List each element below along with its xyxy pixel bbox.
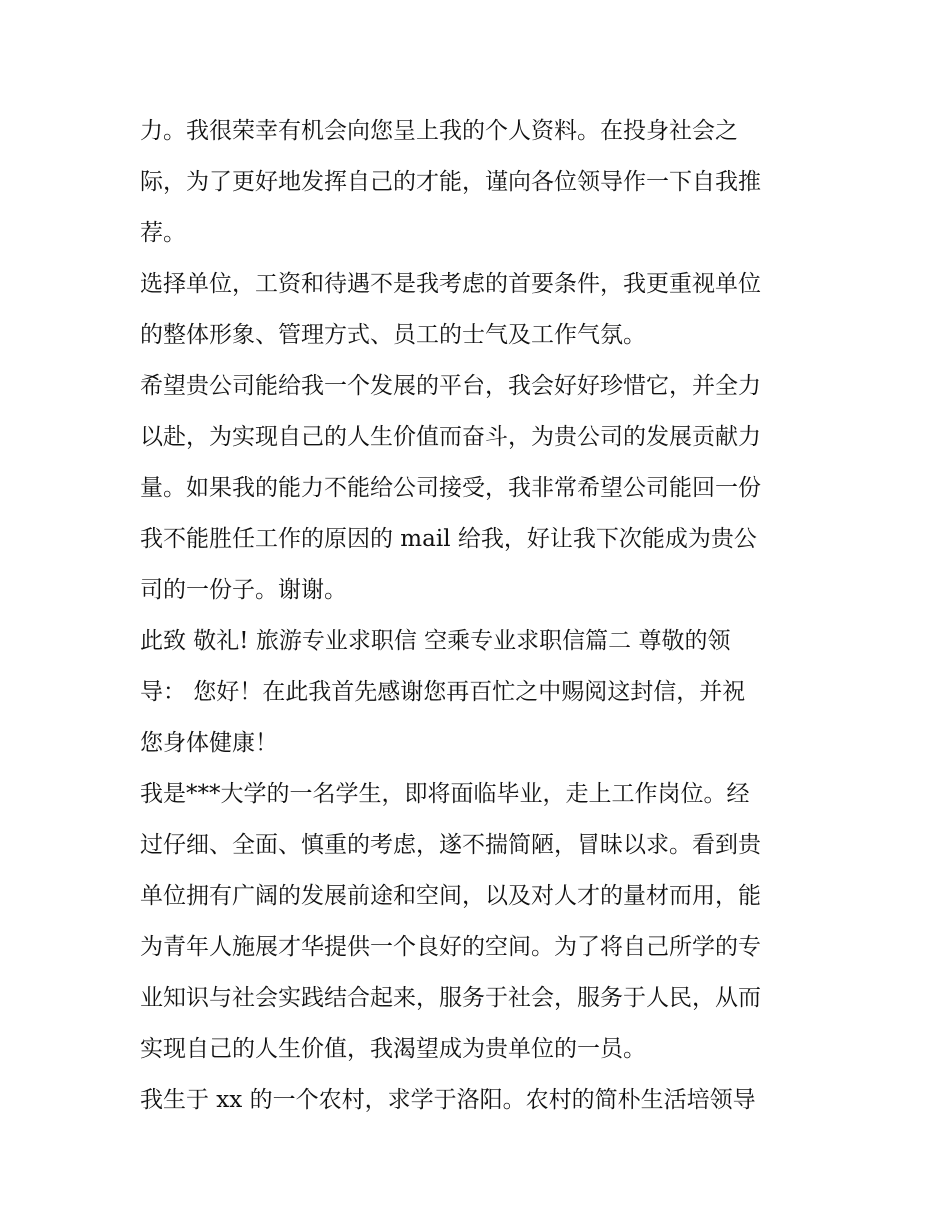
text-line: 力。我很荣幸有机会向您呈上我的个人资料。在投身社会之	[140, 118, 738, 144]
text-line: 为青年人施展才华提供一个良好的空间。为了将自己所学的专	[140, 934, 761, 960]
text-line: 实现自己的人生价值，我渴望成为贵单位的一员。	[140, 1036, 646, 1062]
text-line: 您身体健康！	[140, 730, 278, 756]
text-line: 的整体形象、管理方式、员工的士气及工作气氛。	[140, 322, 646, 348]
text-line: 业知识与社会实践结合起来，服务于社会，服务于人民，从而	[140, 985, 761, 1011]
text-line: 单位拥有广阔的发展前途和空间，以及对人才的量材而用，能	[140, 883, 761, 909]
document-body	[140, 106, 810, 1126]
text-line: 量。如果我的能力不能给公司接受，我非常希望公司能回一份	[140, 475, 761, 501]
text-line: 际，为了更好地发挥自己的才能，谨向各位领导作一下自我推	[140, 169, 761, 195]
text-line: 希望贵公司能给我一个发展的平台，我会好好珍惜它，并全力	[140, 373, 761, 399]
text-line: 以赴，为实现自己的人生价值而奋斗，为贵公司的发展贡献力	[140, 424, 761, 450]
text-line: 此致 敬礼! 旅游专业求职信 空乘专业求职信篇二 尊敬的领	[140, 628, 731, 654]
text-line: 我是***大学的一名学生，即将面临毕业，走上工作岗位。经	[140, 781, 750, 807]
text-line: 我不能胜任工作的原因的 mail 给我，好让我下次能成为贵公	[140, 526, 757, 552]
text-line: 选择单位，工资和待遇不是我考虑的首要条件，我更重视单位	[140, 271, 761, 297]
text-line: 荐。	[140, 220, 186, 246]
text-line: 导： 您好！在此我首先感谢您再百忙之中赐阅这封信，并祝	[140, 679, 746, 705]
text-line: 我生于 xx 的一个农村，求学于洛阳。农村的简朴生活培领导	[140, 1087, 756, 1113]
text-line: 司的一份子。谢谢。	[140, 577, 347, 603]
text-line: 过仔细、全面、慎重的考虑，遂不揣简陋，冒昧以求。看到贵	[140, 832, 761, 858]
